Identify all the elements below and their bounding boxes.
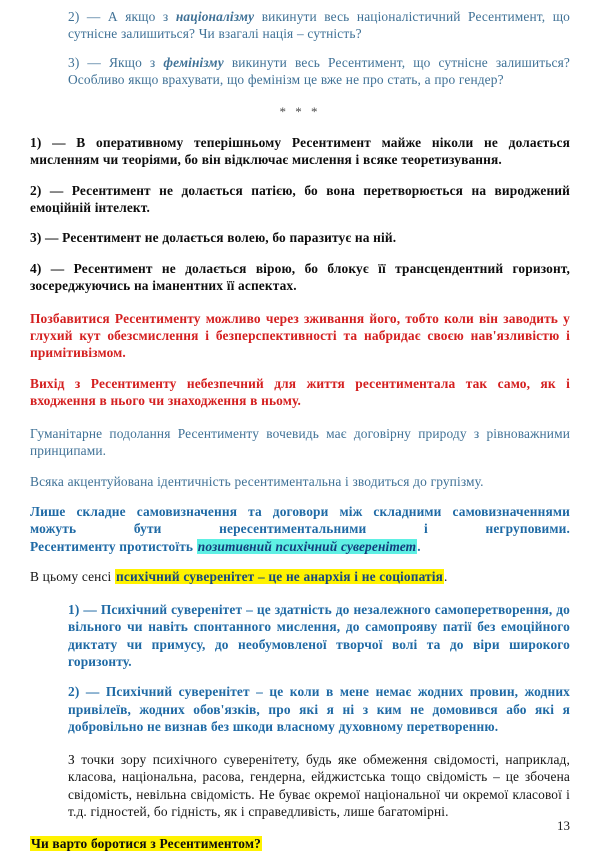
intro-q3-lead: 3) — Якщо з (68, 54, 164, 70)
red-paragraph-2: Вихід з Ресентименту небезпечний для життя ресентиментала так само, як і входження в нього чи знаходження в ньому. (30, 375, 570, 409)
complex-line3-lead: Ресентименту протистоїть (30, 538, 197, 554)
intro-q3-rest: викинути весь Ресентимент, що сутнісне залишиться? Особливо якщо врахувати, що фемінізм це вже не про стать, а про гендер? (68, 54, 570, 88)
closing-paragraph: З точки зору психічного суверенітету, будь яке обмеження свідомості, наприклад, класова, національна, расова, гендерна, ейджистська тощо свідомість – це збочена свідомість, невільна свідомість. Не буває окремої національної чи окремої класової і т.д. гідностей, бо гідність, як і справедливість, лише багатомірні. (68, 751, 570, 819)
yellow-highlight-term: психічний суверенітет – це не анархія і не соціопатія (116, 569, 444, 585)
final-question-paragraph (30, 835, 570, 852)
intro-q3-emphasis: фемінізму (163, 54, 224, 70)
sovereignty-point-2: 2) — Психічний суверенітет – це коли в мене немає жодних провин, жодних привілеїв, жодних обов'язків, про які я ні з ким не домовився або які я добровільно не визнав без шкоди власному духовному перетворенню. (68, 684, 570, 735)
section-separator: * * * (279, 103, 321, 119)
cyan-highlight-term: позитивний психічний суверенітет (197, 538, 417, 554)
numbered-item-3: 3) — Ресентимент не долається волею, бо паразитує на ній. (30, 230, 397, 246)
sense-line-tail: . (444, 569, 448, 585)
complex-block-line-3 (30, 539, 421, 554)
page-number: 13 (557, 818, 570, 833)
blue-paragraph-2: Всяка акцентуйована ідентичність ресентиментальна і зводиться до групізму. (30, 473, 484, 489)
intro-q2-lead: 2) — А якщо з (68, 9, 176, 24)
numbered-item-4: 4) — Ресентимент не долається вірою, бо блокує її трансцендентний горизонт, зосереджуючись на іманентних її аспектах. (30, 260, 570, 294)
complex-line3-tail: . (417, 538, 421, 554)
red-paragraph-1: Позбавитися Ресентименту можливо через зживання його, тобто коли він заводить у глухий кут обезсмислення і безперспективності та набридає своєю нав'язливістю і примітивізмом. (30, 310, 570, 361)
complex-block-line-2: можуть бути нересентиментальними і негруповими. (30, 521, 570, 537)
blue-paragraph-1: Гуманітарне подолання Ресентименту вочевидь має договірну природу з рівноважними принципами. (30, 425, 570, 459)
sense-line (30, 568, 570, 585)
sense-line-lead: В цьому сенсі (30, 569, 116, 585)
complex-block-line-1: Лише складне самовизначення та договори між складними самовизначеннями (30, 504, 570, 520)
sovereignty-point-1: 1) — Психічний суверенітет – це здатність до незалежного самоперетворення, до вільного чи навіть спонтанного мислення, до самопрояву патії без емоційного диктату чи примусу, до необумовленої творчої волі та до віри широкого горизонту. (68, 601, 570, 669)
intro-question-2 (68, 8, 570, 43)
numbered-item-2: 2) — Ресентимент не долається патією, бо вона перетворюється на вироджений емоційній інтелект. (30, 182, 570, 215)
final-question: Чи варто боротися з Ресентиментом? (31, 836, 261, 852)
intro-q2-rest: викинути весь націоналістичний Ресентимент, що сутнісне залишиться? Чи взагалі нація – сутність? (68, 9, 570, 42)
complex-block (30, 503, 570, 555)
intro-question-3 (68, 54, 570, 89)
numbered-item-1: 1) — В оперативному теперішньому Ресентимент майже ніколи не долається мисленням чи теоріями, бо він відключає мислення і всяке теоретизування. (30, 134, 570, 168)
intro-q2-emphasis: націоналізму (175, 9, 255, 24)
